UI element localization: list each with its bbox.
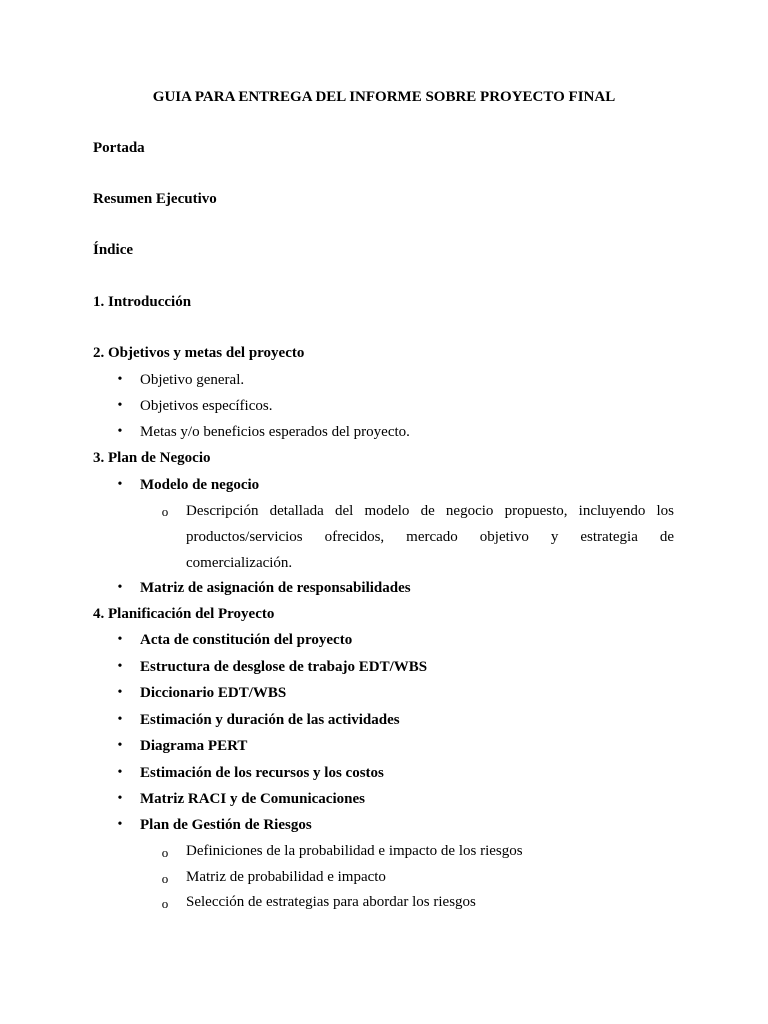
list-item-text: Estructura de desglose de trabajo EDT/WBS	[140, 659, 428, 675]
list-item-text: Diagrama PERT	[140, 738, 248, 754]
list-item-text: Acta de constitución del proyecto	[140, 632, 353, 648]
section-plan-negocio-heading: 3. Plan de Negocio	[93, 450, 211, 466]
sub-list-item-text: Matriz de probabilidad e impacto	[186, 869, 386, 885]
list-item-text: Metas y/o beneficios esperados del proyecto.	[140, 424, 410, 440]
list-item-text: Diccionario EDT/WBS	[140, 685, 287, 701]
bullet-icon: •	[117, 659, 123, 674]
list-item-text: Matriz de asignación de responsabilidades	[140, 580, 411, 596]
section-indice: Índice	[93, 242, 134, 258]
bullet-icon: •	[117, 791, 123, 806]
bullet-icon: •	[117, 424, 123, 439]
section-resumen-ejecutivo: Resumen Ejecutivo	[93, 191, 217, 207]
list-item-text: Objetivo general.	[140, 372, 245, 388]
bullet-icon: •	[117, 765, 123, 780]
bullet-icon: •	[117, 685, 123, 700]
list-item-text: Modelo de negocio	[140, 477, 260, 493]
bullet-icon: •	[117, 398, 123, 413]
sub-list-item-text: Selección de estrategias para abordar los riesgos	[186, 894, 476, 910]
section-portada: Portada	[93, 140, 145, 156]
list-item-text: Plan de Gestión de Riesgos	[140, 817, 312, 833]
circle-bullet-icon: o	[161, 504, 169, 519]
bullet-icon: •	[117, 477, 123, 492]
sub-list-item-text: Definiciones de la probabilidad e impacto de los riesgos	[186, 843, 523, 859]
section-introduccion: 1. Introducción	[93, 294, 192, 310]
bullet-icon: •	[117, 738, 123, 753]
section-planificacion-heading: 4. Planificación del Proyecto	[93, 606, 275, 622]
list-item-text: Estimación y duración de las actividades	[140, 712, 400, 728]
list-item-text: Objetivos específicos.	[140, 398, 273, 414]
bullet-icon: •	[117, 712, 123, 727]
section-objetivos-heading: 2. Objetivos y metas del proyecto	[93, 345, 305, 361]
list-item-text: Matriz RACI y de Comunicaciones	[140, 791, 365, 807]
circle-bullet-icon: o	[161, 871, 169, 886]
bullet-icon: •	[117, 817, 123, 832]
document-title: GUIA PARA ENTREGA DEL INFORME SOBRE PROYECTO FINAL	[152, 89, 616, 105]
bullet-icon: •	[117, 632, 123, 647]
circle-bullet-icon: o	[161, 896, 169, 911]
circle-bullet-icon: o	[161, 845, 169, 860]
modelo-description: Descripción detallada del modelo de negocio propuesto, incluyendo los productos/servicios ofrecidos, mercado objetivo y estrategia de comercialización.	[186, 503, 674, 571]
list-item-text: Estimación de los recursos y los costos	[140, 765, 384, 781]
bullet-icon: •	[117, 580, 123, 595]
bullet-icon: •	[117, 372, 123, 387]
